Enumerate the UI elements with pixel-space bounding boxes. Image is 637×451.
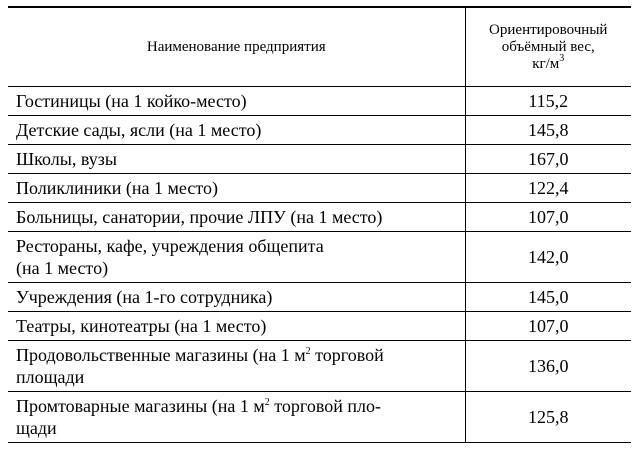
table-header-row xyxy=(8,7,631,87)
row-name: Театры, кинотеатры (на 1 место) xyxy=(8,312,465,341)
table-row xyxy=(8,392,631,443)
table-row xyxy=(8,283,631,312)
row-value: 167,0 xyxy=(465,145,631,174)
row-name-part1: Продовольственные магазины (на 1 м xyxy=(16,345,306,365)
table-row xyxy=(8,312,631,341)
table-row xyxy=(8,116,631,145)
header-weight-unit-sup: 3 xyxy=(559,52,565,64)
row-name: Поликлиники (на 1 место) xyxy=(8,174,465,203)
row-name: Больницы, санатории, прочие ЛПУ (на 1 место) xyxy=(8,203,465,232)
row-value: 107,0 xyxy=(465,312,631,341)
table-row xyxy=(8,174,631,203)
row-value: 122,4 xyxy=(465,174,631,203)
row-value: 136,0 xyxy=(465,341,631,392)
row-name xyxy=(8,341,465,392)
table-row xyxy=(8,232,631,283)
table-row xyxy=(8,145,631,174)
row-name: Учреждения (на 1-го сотрудника) xyxy=(8,283,465,312)
header-weight-line1: Ориентировочный xyxy=(489,21,608,38)
row-name: Гостиницы (на 1 койко-место) xyxy=(8,87,465,116)
row-name-line2: площади xyxy=(16,367,85,387)
row-value: 107,0 xyxy=(465,203,631,232)
row-value: 125,8 xyxy=(465,392,631,443)
row-name-part2: торговой xyxy=(310,345,384,365)
row-value: 145,0 xyxy=(465,283,631,312)
waste-density-table xyxy=(8,6,631,443)
row-name-part1: Промтоварные магазины (на 1 м xyxy=(16,396,265,416)
table-row xyxy=(8,203,631,232)
row-name: Детские сады, ясли (на 1 место) xyxy=(8,116,465,145)
header-weight-unit: кг/м xyxy=(532,55,560,72)
row-name-line1: Рестораны, кафе, учреждения общепита xyxy=(16,236,324,256)
row-value: 145,8 xyxy=(465,116,631,145)
header-weight-line2: объёмный вес, xyxy=(501,38,595,55)
row-name-line2: (на 1 место) xyxy=(16,258,109,278)
row-name-sup: 2 xyxy=(305,346,311,357)
table-row xyxy=(8,341,631,392)
table-row xyxy=(8,87,631,116)
row-name xyxy=(8,232,465,283)
row-value: 115,2 xyxy=(465,87,631,116)
row-value: 142,0 xyxy=(465,232,631,283)
header-volumetric-weight xyxy=(465,7,631,87)
header-enterprise-name: Наименование предприятия xyxy=(8,7,465,87)
row-name xyxy=(8,392,465,443)
row-name-sup: 2 xyxy=(264,397,270,408)
row-name-line2: щади xyxy=(16,418,57,438)
row-name: Школы, вузы xyxy=(8,145,465,174)
row-name-part2: торговой пло- xyxy=(269,396,381,416)
